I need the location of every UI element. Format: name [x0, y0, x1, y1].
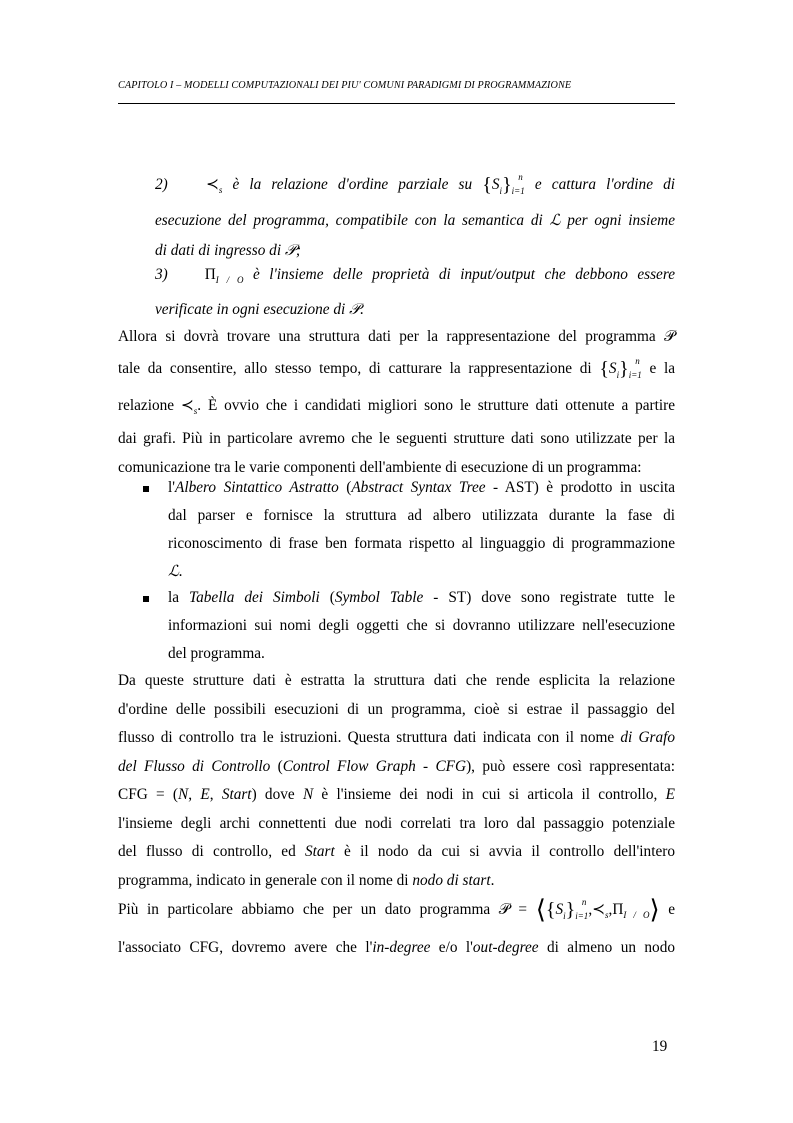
para-3-line-1: Più in particolare abbiamo che per un dato programma 𝒫 = $⟨\{S_i\}_{i=1}$ n $,≺_s,\Pi_{I / O}⟩$ e [118, 895, 676, 924]
para-2-line-8: programma, indicato in generale con il nome di nodo di start. [118, 871, 495, 889]
para-2-line-7: del flusso di controllo, ed Start è il nodo da cui si avvia il controllo dell'intero [118, 843, 675, 860]
para-2-line-2: d'ordine delle possibili esecuzioni di un programma, cioè si estrae il passaggio del [118, 700, 675, 718]
para-1-line-3: relazione $≺_s$. È ovvio che i candidati migliori sono le strutture dati ottenute a partire [118, 396, 676, 416]
item-2-text-b: e cattura l'ordine di [534, 176, 675, 193]
paragraph-3 [118, 892, 675, 963]
list-item-3 [155, 260, 675, 325]
bullet-marker [143, 486, 149, 492]
bullet-2-line-2: informazioni sui nomi degli oggetti che si dovranno utilizzare nell'esecuzione [168, 617, 675, 634]
para-2-line-5: CFG = (N, E, Start) dove N è l'insieme dei nodi in cui si articola il controllo, E [118, 786, 675, 803]
bullet-2-line-3: del programma. [168, 645, 265, 662]
item-number: 3) [155, 266, 168, 283]
item-2-line-3: di dati di ingresso di 𝒫; [155, 242, 302, 259]
para-3-line-2: l'associato CFG, dovremo avere che l'in-degree e/o l'out-degree di almeno un nodo [118, 939, 676, 956]
pi-io-symbol: $\Pi_{I / O}$ [204, 266, 244, 286]
bullet-2-line-1: la Tabella dei Simboli (Symbol Table - ST) dove sono registrate tutte le [168, 589, 676, 606]
item-2-text-a: è la relazione d'ordine parziale su [232, 176, 473, 193]
para-2-line-1: Da queste strutture dati è estratta la struttura dati che rende esplicita la relazione [118, 672, 675, 689]
item-number: 2) [155, 176, 168, 193]
list-item-2 [155, 170, 675, 266]
bullet-item-st [168, 584, 675, 668]
program-tuple-formula: $⟨\{S_i\}_{i=1}$ n $,≺_s,\Pi_{I / O}⟩$ [535, 895, 660, 924]
para-1-line-5: comunicazione tra le varie componenti dell'ambiente di esecuzione di un programma: [118, 458, 642, 476]
para-1-line-2: tale da consentire, allo stesso tempo, di catturare la rappresentazione di $\{S_i\}_{i=1}$ n e la [118, 352, 675, 392]
para-1-line-4: dai grafi. Più in particolare avremo che le seguenti strutture dati sono utilizzate per la [118, 430, 675, 448]
bullet-item-ast [168, 474, 675, 586]
para-2-line-3: flusso di controllo tra le istruzioni. Questa struttura dati indicata con il nome di Grafo [118, 729, 675, 746]
bullet-1-line-1: l'Albero Sintattico Astratto (Abstract Syntax Tree - AST) è prodotto in uscita [168, 479, 675, 496]
bullet-1-line-4: ℒ. [168, 563, 183, 580]
bullet-1-line-2: dal parser e fornisce la struttura ad albero utilizzata durante la fase di [168, 507, 675, 524]
paragraph-2 [118, 667, 675, 895]
bullet-marker [143, 596, 149, 602]
item-3-line-2: verificate in ogni esecuzione di 𝒫. [155, 301, 364, 319]
prec-s-symbol: $≺_s$ [206, 176, 223, 196]
item-2-line-2: esecuzione del programma, compatibile con la semantica di ℒ per ogni insieme [155, 212, 675, 229]
set-si-formula: $\{S_i\}_{i=1}$ n [482, 172, 525, 196]
para-2-line-6: l'insieme degli archi connettenti due nodi correlati tra loro dal passaggio potenziale [118, 814, 675, 832]
para-2-line-4: del Flusso di Controllo (Control Flow Graph - CFG), può essere così rappresentata: [118, 757, 675, 775]
set-si-formula: $\{S_i\}_{i=1}$ n [599, 355, 642, 380]
header-rule [118, 103, 675, 104]
running-header: CAPITOLO I – MODELLI COMPUTAZIONALI DEI PIU' COMUNI PARADIGMI DI PROGRAMMAZIONE [118, 80, 572, 91]
item-2-line-1 [155, 170, 675, 206]
page-number: 19 [652, 1038, 668, 1055]
item-3-text-a: è l'insieme delle proprietà di input/output che debbono essere [253, 266, 675, 283]
paragraph-1 [118, 323, 675, 482]
bullet-1-line-3: riconoscimento di frase ben formata rispetto al linguaggio di programmazione [168, 535, 675, 552]
para-1-line-1: Allora si dovrà trovare una struttura dati per la rappresentazione del programma 𝒫 [118, 328, 675, 345]
item-3-line-1 [155, 260, 675, 295]
prec-s-symbol: $≺_s$ [180, 396, 198, 416]
